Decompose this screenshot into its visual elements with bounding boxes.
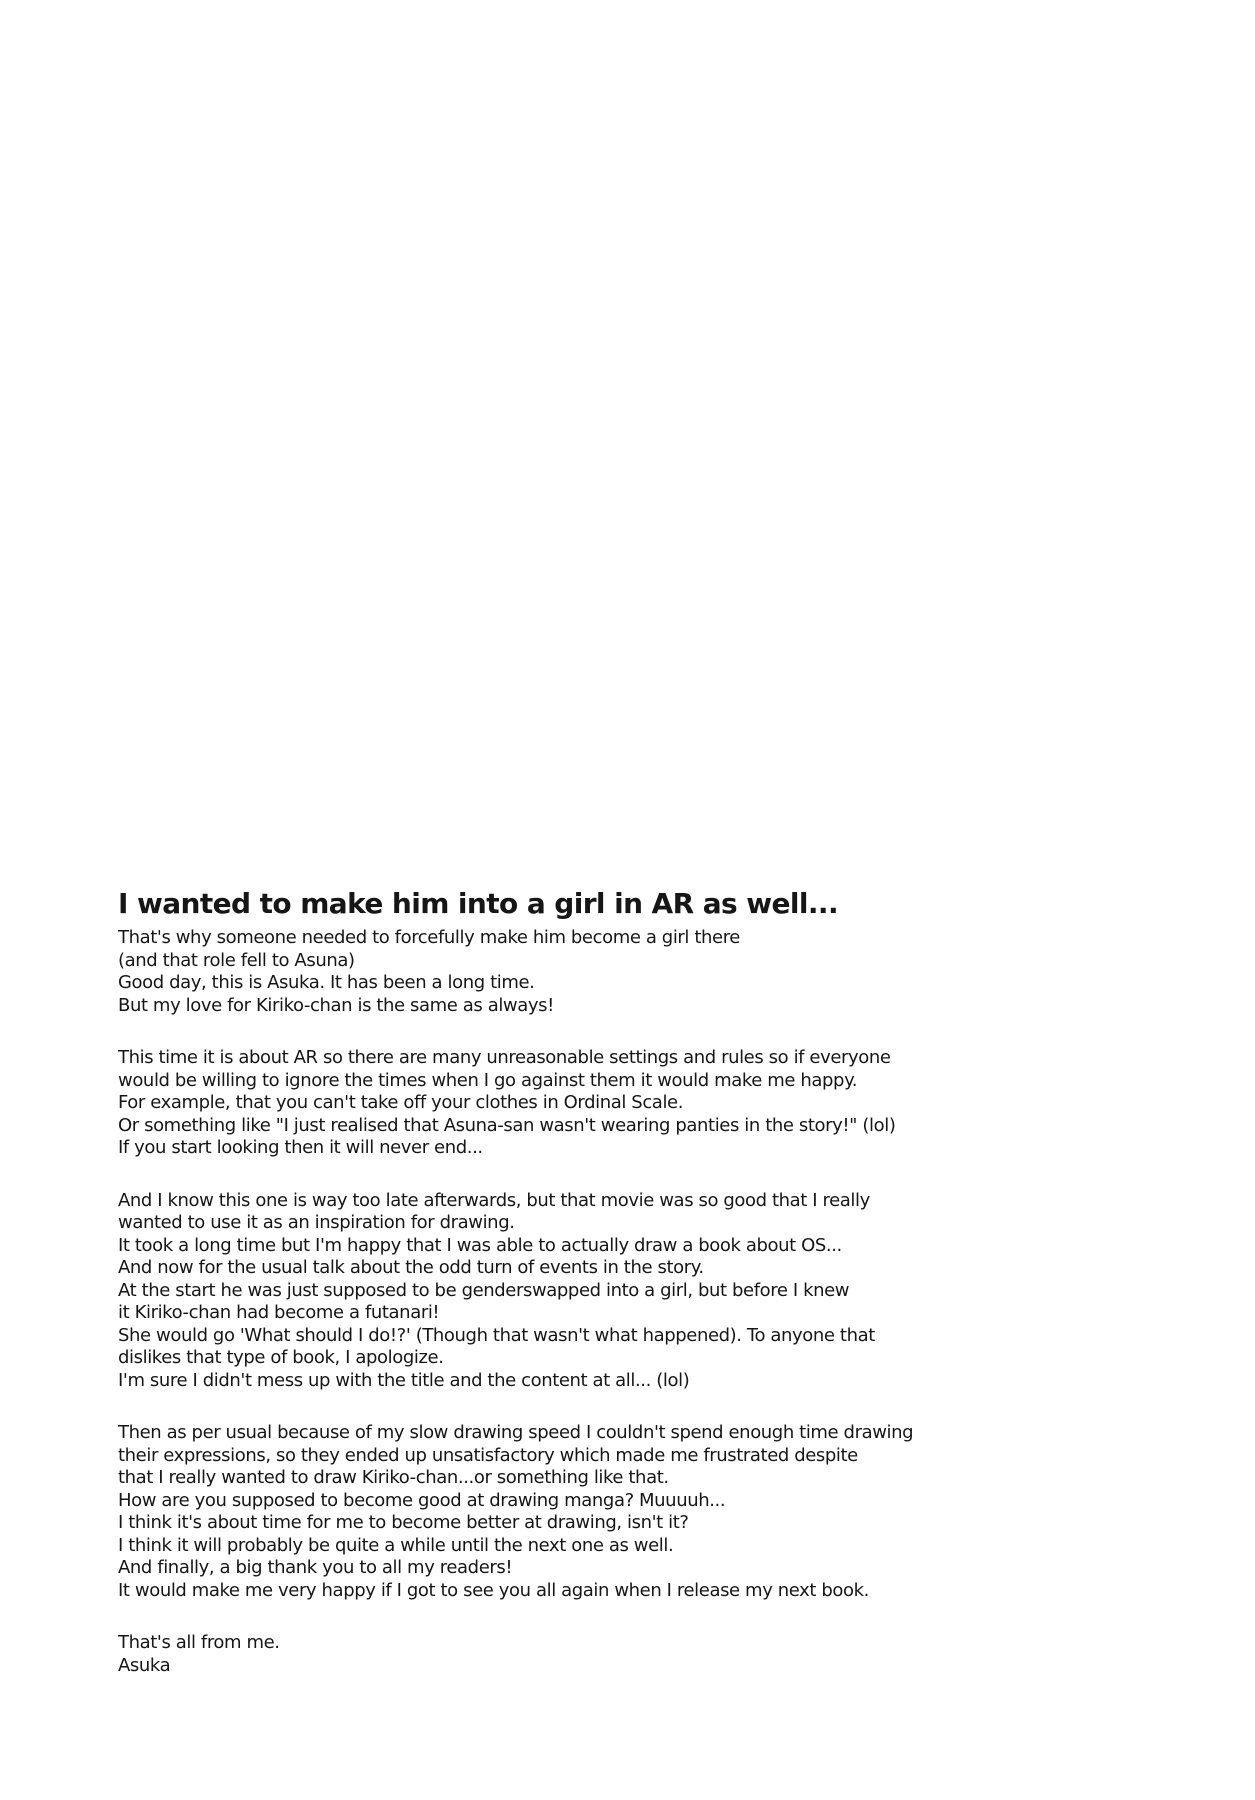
afterword-paragraphs <box>118 927 914 1677</box>
text-line: And I know this one is way too late afterwards, but that movie was so good that I really <box>118 1189 870 1211</box>
text-line: I think it will probably be quite a while until the next one as well. <box>118 1534 674 1556</box>
text-line: If you start looking then it will never end... <box>118 1137 483 1158</box>
title-text-suffix: as well... <box>693 887 838 920</box>
text-line: dislikes that type of book, I apologize. <box>118 1347 444 1368</box>
title-text-emphasis: AR <box>651 887 694 920</box>
afterword-text-block <box>118 886 914 1677</box>
text-line: (and that role fell to Asuna) <box>118 949 355 971</box>
text-line: their expressions, so they ended up unsatisfactory which made me frustrated despite <box>118 1444 858 1466</box>
text-line: I think it's about time for me to become better at drawing, isn't it? <box>118 1512 689 1533</box>
afterword-title <box>118 886 838 922</box>
paragraph <box>118 927 838 1017</box>
text-line: How are you supposed to become good at drawing manga? Muuuuh... <box>118 1489 726 1511</box>
text-line: That's why someone needed to forcefully make him become a girl there <box>118 927 740 948</box>
text-line: I'm sure I didn't mess up with the title and the content at all... (lol) <box>118 1369 690 1391</box>
text-line: For example, that you can't take off your clothes in Ordinal Scale. <box>118 1092 684 1113</box>
text-line: And now for the usual talk about the odd turn of events in the story. <box>118 1257 704 1278</box>
paragraph <box>118 1047 896 1160</box>
title-text-prefix: I wanted to make him into a girl in <box>118 887 652 920</box>
paragraph <box>118 1189 875 1393</box>
text-line: wanted to use it as an inspiration for drawing. <box>118 1212 515 1233</box>
text-line: She would go 'What should I do!?' (Though that wasn't what happened). To anyone that <box>118 1324 875 1346</box>
paragraph <box>118 1422 914 1602</box>
text-line: that I really wanted to draw Kiriko-chan...or something like that. <box>118 1467 669 1488</box>
text-line: It would make me very happy if I got to see you all again when I release my next book. <box>118 1579 869 1601</box>
text-line: it Kiriko-chan had become a futanari! <box>118 1302 440 1323</box>
text-line: Or something like "I just realised that Asuna-san wasn't wearing panties in the story!" (lol) <box>118 1114 896 1136</box>
text-line: It took a long time but I'm happy that I was able to actually draw a book about OS... <box>118 1234 842 1256</box>
paragraph <box>118 1632 838 1677</box>
text-line: And finally, a big thank you to all my readers! <box>118 1557 513 1578</box>
text-line: This time it is about AR so there are many unreasonable settings and rules so if everyone <box>118 1047 891 1068</box>
text-line: Asuka <box>118 1654 171 1676</box>
text-line: Good day, this is Asuka. It has been a long time. <box>118 972 535 993</box>
text-line: That's all from me. <box>118 1632 280 1653</box>
text-line: At the start he was just supposed to be genderswapped into a girl, but before I knew <box>118 1279 850 1301</box>
text-line: But my love for Kiriko-chan is the same as always! <box>118 994 554 1016</box>
text-line: would be willing to ignore the times when I go against them it would make me happy. <box>118 1069 858 1091</box>
text-line: Then as per usual because of my slow drawing speed I couldn't spend enough time drawing <box>118 1422 914 1443</box>
